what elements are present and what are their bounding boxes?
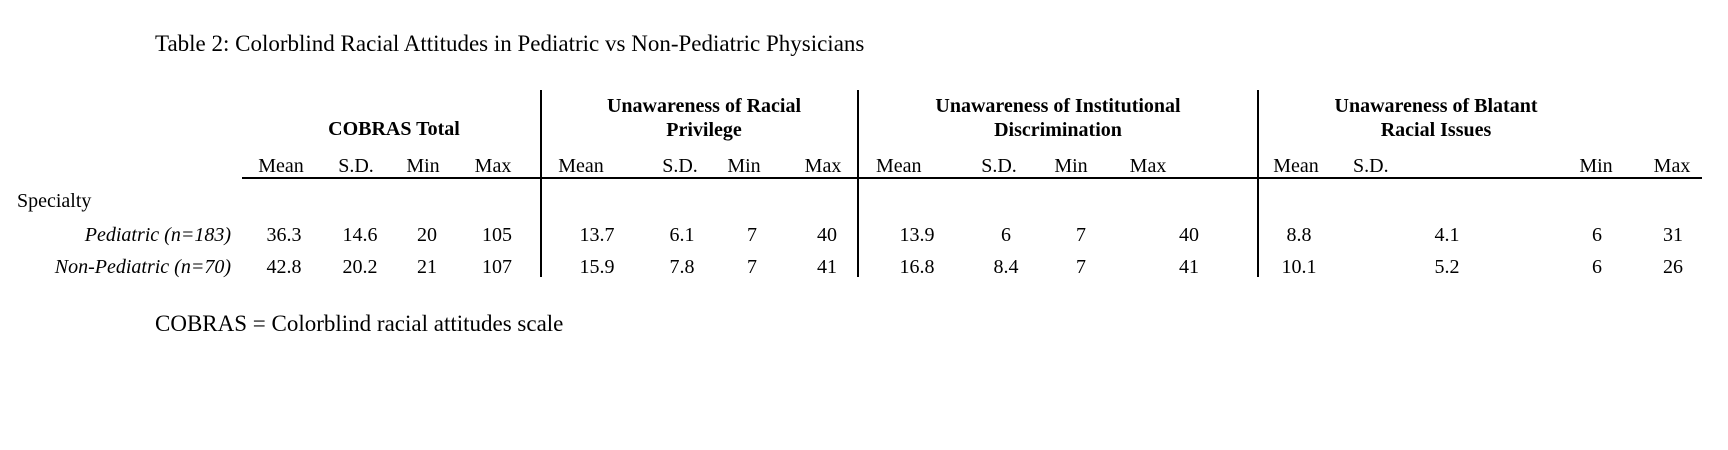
table-cell: 7.8 (669, 256, 695, 278)
column-header: Mean (1273, 155, 1319, 177)
table-cell: 8.4 (993, 256, 1019, 278)
table-cell: 31 (1663, 224, 1683, 246)
row-group-label: Specialty (17, 190, 92, 212)
table-cell: 21 (417, 256, 437, 278)
table-cell: 42.8 (266, 256, 302, 278)
column-header: Max (1653, 155, 1691, 177)
row-label-non-pediatric: Non-Pediatric (n=70) (54, 256, 231, 278)
table-cell: 10.1 (1281, 256, 1317, 278)
table-cell: 20 (417, 224, 437, 246)
table-cell: 15.9 (579, 256, 615, 278)
column-header: Min (727, 155, 761, 177)
group-header-cobras-total: COBRAS Total (328, 118, 460, 140)
table-cell: 7 (1076, 256, 1086, 278)
table-cell: 16.8 (899, 256, 935, 278)
table-cell: 8.8 (1286, 224, 1312, 246)
table-cell: 6 (1592, 256, 1602, 278)
column-divider (540, 90, 542, 277)
group-header-institutional-discrimination: Unawareness of Institutional Discrimination (935, 95, 1181, 141)
column-header: Min (1579, 155, 1613, 177)
column-header: S.D. (662, 155, 698, 177)
group-header-racial-privilege: Unawareness of Racial Privilege (606, 95, 802, 141)
table-cell: 107 (482, 256, 512, 278)
table-cell: 41 (817, 256, 837, 278)
table-cell: 20.2 (342, 256, 378, 278)
group-header-blatant-racial-issues: Unawareness of Blatant Racial Issues (1334, 95, 1538, 141)
column-divider (1257, 90, 1259, 277)
table-cell: 105 (482, 224, 512, 246)
table-cell: 14.6 (342, 224, 378, 246)
table-cell: 41 (1179, 256, 1199, 278)
table-cell: 7 (1076, 224, 1086, 246)
table-cell: 7 (747, 224, 757, 246)
column-header: Max (1129, 155, 1167, 177)
column-header: Mean (558, 155, 604, 177)
column-divider (857, 90, 859, 277)
table-cell: 4.1 (1434, 224, 1460, 246)
table-cell: 40 (1179, 224, 1199, 246)
table-cell: 6 (1592, 224, 1602, 246)
column-header: Max (474, 155, 512, 177)
table-cell: 40 (817, 224, 837, 246)
column-header: Mean (876, 155, 922, 177)
table-cell: 6 (1001, 224, 1011, 246)
column-header: S.D. (1353, 155, 1389, 177)
table-cell: 13.7 (579, 224, 615, 246)
table-cell: 26 (1663, 256, 1683, 278)
table-cell: 7 (747, 256, 757, 278)
table-cell: 13.9 (899, 224, 935, 246)
column-header: Min (1054, 155, 1088, 177)
table-title: Table 2: Colorblind Racial Attitudes in Pediatric vs Non-Pediatric Physicians (155, 31, 865, 56)
column-header: S.D. (338, 155, 374, 177)
table-cell: 5.2 (1434, 256, 1460, 278)
header-rule (242, 177, 1702, 179)
column-header: S.D. (981, 155, 1017, 177)
column-header: Mean (258, 155, 304, 177)
column-header: Max (804, 155, 842, 177)
table-cell: 36.3 (266, 224, 302, 246)
column-header: Min (406, 155, 440, 177)
row-label-pediatric: Pediatric (n=183) (84, 224, 231, 246)
table-cell: 6.1 (669, 224, 695, 246)
table-footnote: COBRAS = Colorblind racial attitudes scale (155, 311, 564, 336)
